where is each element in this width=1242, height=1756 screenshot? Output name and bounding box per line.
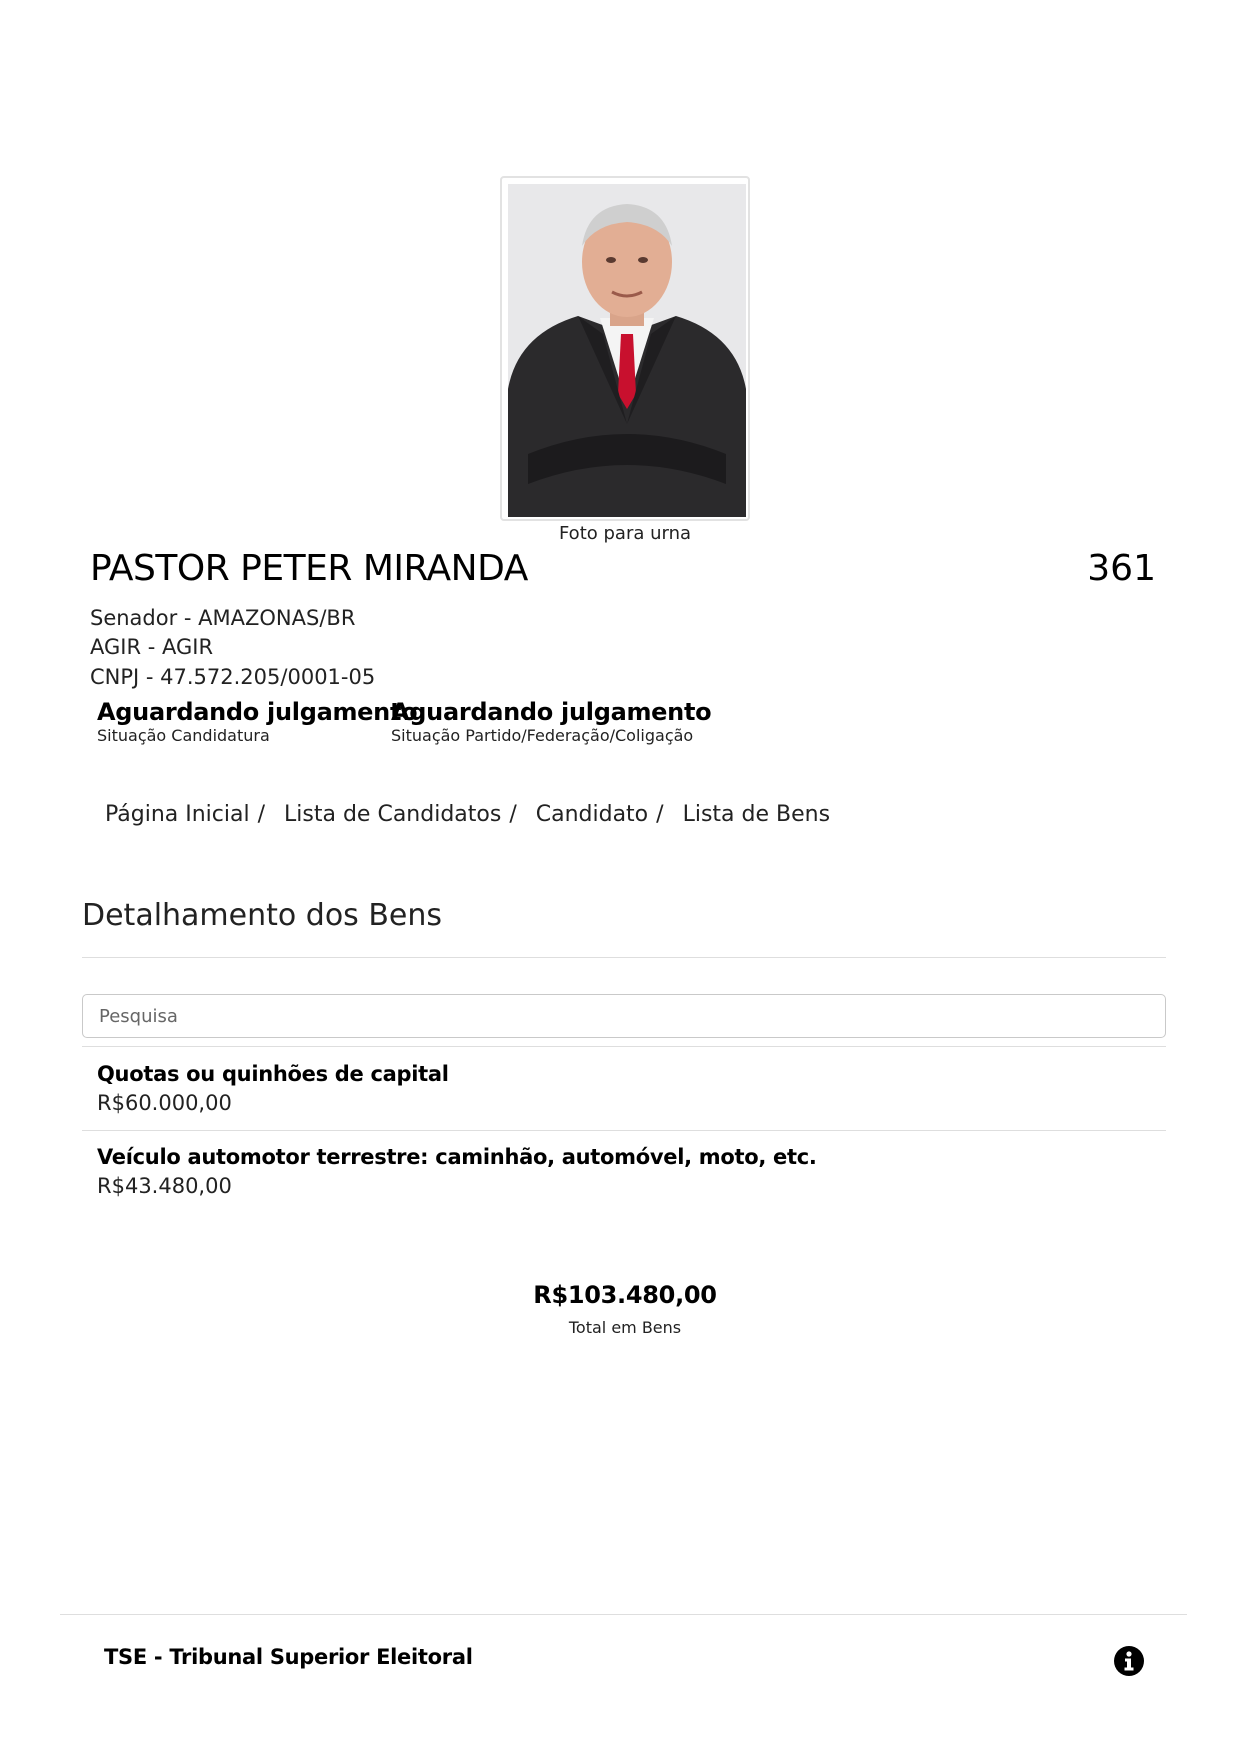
candidate-photo-frame	[500, 176, 750, 521]
breadcrumb-candidate[interactable]: Candidato	[535, 802, 649, 827]
footer-divider	[60, 1614, 1187, 1615]
status-party-label: Situação Partido/Federação/Coligação	[391, 726, 694, 745]
section-title: Detalhamento dos Bens	[82, 898, 443, 933]
divider	[82, 1130, 1166, 1131]
candidate-party: AGIR - AGIR	[90, 635, 214, 659]
asset-value: R$43.480,00	[97, 1174, 232, 1198]
divider	[82, 1046, 1166, 1047]
info-icon[interactable]	[1113, 1645, 1145, 1677]
asset-description: Quotas ou quinhões de capital	[97, 1062, 449, 1086]
search-input[interactable]	[82, 994, 1166, 1038]
candidate-photo	[508, 184, 746, 517]
status-candidacy-block	[97, 698, 417, 745]
candidate-office: Senador - AMAZONAS/BR	[90, 606, 356, 630]
breadcrumb-home[interactable]: Página Inicial	[105, 802, 250, 827]
total-assets-value: R$103.480,00	[533, 1281, 717, 1309]
status-candidacy: Aguardando julgamento	[97, 698, 418, 726]
status-candidacy-label: Situação Candidatura	[97, 726, 270, 745]
asset-description: Veículo automotor terrestre: caminhão, automóvel, moto, etc.	[97, 1145, 817, 1169]
photo-caption: Foto para urna	[558, 523, 692, 544]
candidate-number: 361	[1087, 548, 1156, 589]
candidate-name: PASTOR PETER MIRANDA	[90, 548, 528, 589]
candidate-cnpj: CNPJ - 47.572.205/0001-05	[90, 665, 376, 689]
divider	[82, 957, 1166, 958]
total-assets-label: Total em Bens	[568, 1318, 682, 1337]
status-party: Aguardando julgamento	[391, 698, 712, 726]
status-party-block	[391, 698, 711, 745]
breadcrumb: Página Inicial / Lista de Candidatos / Candidato / Lista de Bens	[105, 802, 831, 827]
asset-value: R$60.000,00	[97, 1091, 232, 1115]
breadcrumb-candidate-list[interactable]: Lista de Candidatos	[284, 802, 502, 827]
footer-text: TSE - Tribunal Superior Eleitoral	[104, 1645, 473, 1669]
breadcrumb-asset-list[interactable]: Lista de Bens	[682, 802, 831, 827]
